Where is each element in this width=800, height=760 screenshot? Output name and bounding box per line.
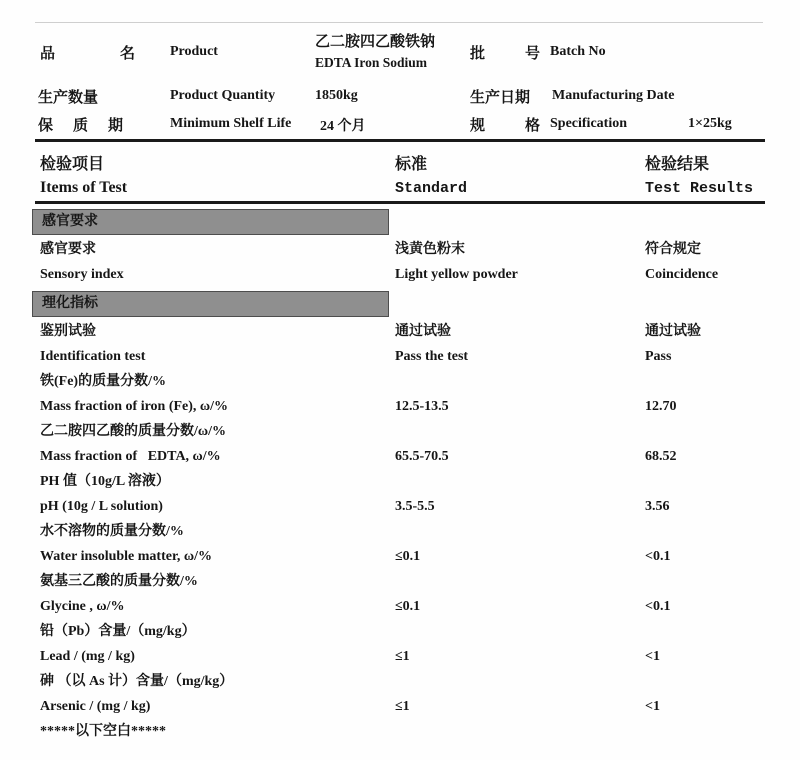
specification-label-zh: 规 格 xyxy=(470,118,540,134)
standard-value: ≤0.1 xyxy=(395,549,421,564)
standard-zh: 浅黄色粉末 xyxy=(395,242,465,257)
table-row-en xyxy=(0,345,800,370)
batch-no-label-zh: 批 号 xyxy=(470,46,540,62)
col-header-results-zh: 检验结果 xyxy=(645,156,710,173)
standard-value: 3.5-5.5 xyxy=(395,499,435,514)
item-name-en: Sensory index xyxy=(40,267,124,282)
section-band: 感官要求 xyxy=(32,209,389,235)
item-name-zh: 砷 （以 As 计）含量/（mg/kg） xyxy=(40,674,234,689)
specification-label-en: Specification xyxy=(550,116,627,131)
standard-value: Pass the test xyxy=(395,349,469,364)
table-row-en xyxy=(0,263,800,288)
table-row-en xyxy=(0,645,800,670)
item-name-zh: 感官要求 xyxy=(40,242,96,257)
item-name-en: Mass fraction of iron (Fe), ω/% xyxy=(40,399,229,414)
table-row-zh xyxy=(0,570,800,595)
shelf-life-label-zh: 保 质 期 xyxy=(38,118,123,134)
result-zh: 通过试验 xyxy=(645,324,701,339)
header-divider-rule xyxy=(35,139,765,142)
standard-zh: 通过试验 xyxy=(395,324,451,339)
product-name-label-zh: 品 名 xyxy=(40,46,135,62)
table-row-zh xyxy=(0,470,800,495)
col-header-results-en: Test Results xyxy=(645,180,754,197)
product-quantity-value: 1850kg xyxy=(315,88,358,103)
table-row-zh xyxy=(0,670,800,695)
product-quantity-label-en: Product Quantity xyxy=(170,88,276,103)
table-row-en xyxy=(0,695,800,720)
col-header-standard-zh: 标准 xyxy=(395,156,428,173)
item-name-zh: 铁(Fe)的质量分数/% xyxy=(40,374,166,389)
item-name-en: Water insoluble matter, ω/% xyxy=(40,549,213,564)
table-row-zh xyxy=(0,320,800,345)
manufacturing-date-label-zh: 生产日期 xyxy=(470,90,531,106)
col-header-items-en: Items of Test xyxy=(40,179,128,196)
item-name-zh: PH 值（10g/L 溶液） xyxy=(40,474,170,489)
result-value: <0.1 xyxy=(645,599,671,614)
end-of-report-note xyxy=(0,720,800,745)
table-row-en xyxy=(0,595,800,620)
item-name-en: Glycine , ω/% xyxy=(40,599,125,614)
result-value: 12.70 xyxy=(645,399,677,414)
test-results-table xyxy=(0,206,800,745)
result-value: 3.56 xyxy=(645,499,670,514)
item-name-zh: 铅（Pb）含量/（mg/kg） xyxy=(40,624,196,639)
standard-value: 12.5-13.5 xyxy=(395,399,449,414)
specification-value: 1×25kg xyxy=(688,116,732,131)
result-value: 68.52 xyxy=(645,449,677,464)
product-name-value-zh: 乙二胺四乙酸铁钠 xyxy=(315,34,436,50)
result-zh: 符合规定 xyxy=(645,242,701,257)
table-row-zh xyxy=(0,238,800,263)
batch-no-label-en: Batch No xyxy=(550,44,606,59)
item-name-zh: 乙二胺四乙酸的质量分数/ω/% xyxy=(40,424,227,439)
item-name-en: Mass fraction of EDTA, ω/% xyxy=(40,449,221,464)
scan-artifact-line xyxy=(35,22,763,23)
result-value: <1 xyxy=(645,649,660,664)
manufacturing-date-label-en: Manufacturing Date xyxy=(552,88,675,103)
item-name-en: Arsenic / (mg / kg) xyxy=(40,699,151,714)
shelf-life-label-en: Minimum Shelf Life xyxy=(170,116,292,131)
standard-value: 65.5-70.5 xyxy=(395,449,449,464)
section-band: 理化指标 xyxy=(32,291,389,317)
standard-value: ≤1 xyxy=(395,649,410,664)
result-value: Pass xyxy=(645,349,672,364)
product-name-value-en: EDTA Iron Sodium xyxy=(315,55,428,70)
table-row-zh xyxy=(0,370,800,395)
standard-value: Light yellow powder xyxy=(395,267,518,282)
result-value: <1 xyxy=(645,699,660,714)
standard-value: ≤1 xyxy=(395,699,410,714)
item-name-en: Lead / (mg / kg) xyxy=(40,649,135,664)
item-name-zh: 鉴别试验 xyxy=(40,324,96,339)
product-quantity-label-zh: 生产数量 xyxy=(38,90,99,106)
table-row-en xyxy=(0,395,800,420)
col-header-standard-en: Standard xyxy=(395,180,468,197)
table-row-zh xyxy=(0,620,800,645)
end-note-text: *****以下空白***** xyxy=(40,724,166,739)
product-name-label-en: Product xyxy=(170,44,218,59)
item-name-zh: 水不溶物的质量分数/% xyxy=(40,524,184,539)
table-row-zh xyxy=(0,520,800,545)
table-row-en xyxy=(0,545,800,570)
result-value: <0.1 xyxy=(645,549,671,564)
table-row-en xyxy=(0,495,800,520)
standard-value: ≤0.1 xyxy=(395,599,421,614)
item-name-zh: 氨基三乙酸的质量分数/% xyxy=(40,574,198,589)
col-header-items-zh: 检验项目 xyxy=(40,156,105,173)
shelf-life-value: 24 个月 xyxy=(320,119,366,134)
item-name-en: pH (10g / L solution) xyxy=(40,499,163,514)
column-header-divider-rule xyxy=(35,201,765,204)
item-name-en: Identification test xyxy=(40,349,146,364)
table-row-en xyxy=(0,445,800,470)
result-value: Coincidence xyxy=(645,267,719,282)
table-row-zh xyxy=(0,420,800,445)
